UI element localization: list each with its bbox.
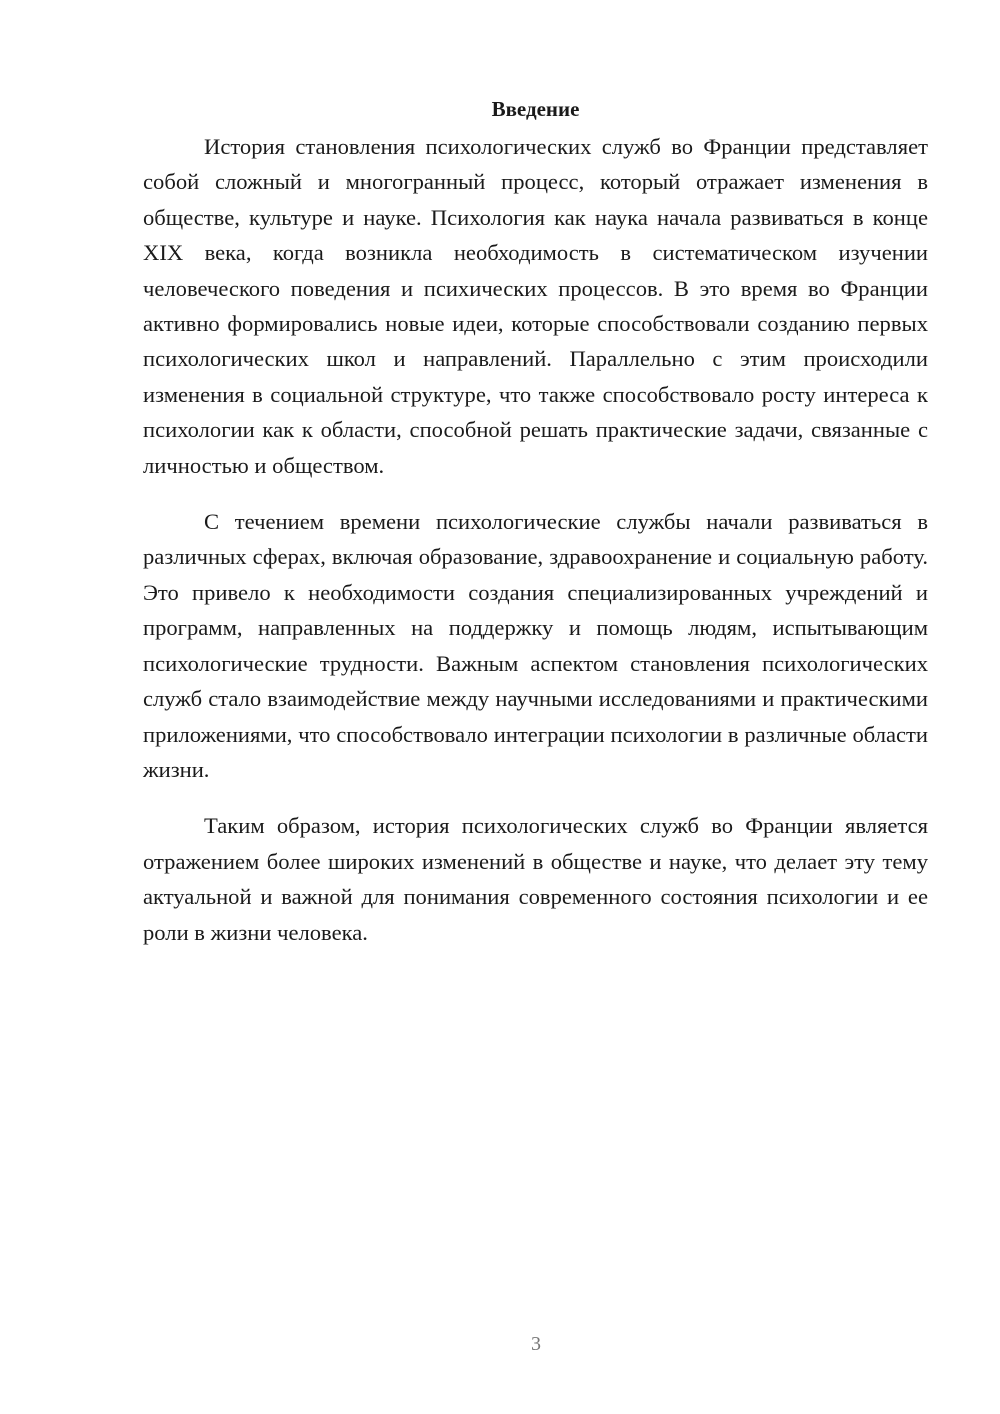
paragraph-2: С течением времени психологические службы начали развиваться в различных сферах, включая образование, здравоохранение и социальную работу. Это привело к необходимости создания специализированных учреждений и программ, направленных на поддержку и помощь людям, испытывающим психологические трудности. Важным аспектом становления психологических служб стало взаимодействие между научными исследованиями и практическими приложениями, что способствовало интеграции психологии в различные области жизни. xyxy=(143,509,928,782)
page-content xyxy=(143,92,928,950)
page-number: 3 xyxy=(531,1333,541,1355)
paragraph-1: История становления психологических служб во Франции представляет собой сложный и многогранный процесс, который отражает изменения в обществе, культуре и науке. Психология как наука начала развиваться в конце XIX века, когда возникла необходимость в систематическом изучении человеческого поведения и психических процессов. В это время во Франции активно формировались новые идеи, которые способствовали созданию первых психологических школ и направлений. Параллельно с этим происходили изменения в социальной структуре, что также способствовало росту интереса к психологии как к области, способной решать практические задачи, связанные с личностью и обществом. xyxy=(143,134,928,478)
paragraph-3: Таким образом, история психологических служб во Франции является отражением более широких изменений в обществе и науке, что делает эту тему актуальной и важной для понимания современного состояния психологии и ее роли в жизни человека. xyxy=(143,813,928,945)
section-heading: Введение xyxy=(491,97,580,121)
